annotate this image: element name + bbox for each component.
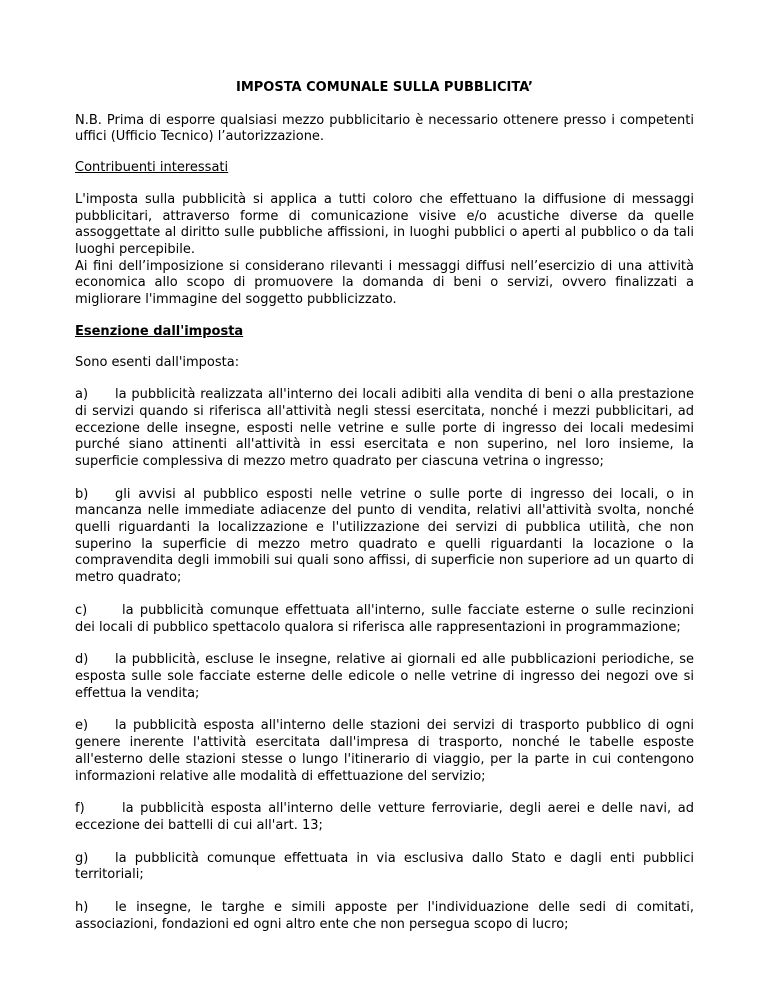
list-item-g [75, 851, 694, 884]
contribuenti-heading: Contribuenti interessati [75, 160, 229, 176]
list-item-h [75, 900, 694, 933]
list-item-text: la pubblicità, escluse le insegne, relative ai giornali ed alle pubblicazioni periodiche, se esposta sulle sole facciate esterne delle edicole o nelle vetrine di ingresso dei negozi ove si effettua la vendita; [75, 652, 694, 701]
document-page [75, 80, 694, 949]
document-title: IMPOSTA COMUNALE SULLA PUBBLICITA’ [235, 80, 533, 95]
list-item-label: c) [75, 602, 88, 618]
contribuenti-paragraph-1: L'imposta sulla pubblicità si applica a tutti coloro che effettuano la diffusione di messaggi pubblicitari, attraverso forme di comunicazione visive e/o acustiche diverse da quelle assoggettate al diritto sulle pubbliche affissioni, in luoghi pubblici o aperti al pubblico o da tali luoghi percepibile. [75, 191, 694, 257]
list-item-label: e) [75, 718, 89, 734]
nb-note: N.B. Prima di esporre qualsiasi mezzo pubblicitario è necessario ottenere presso i competenti uffici (Ufficio Tecnico) l’autorizzazione. [75, 112, 694, 145]
list-item-text: gli avvisi al pubblico esposti nelle vetrine o sulle porte di ingresso dei locali, o in mancanza nelle immediate adiacenze del punto di vendita, relativi all'attività svolta, nonché quelli riguardanti la localizzazione e l'utilizzazione dei servizi di pubblica utilità, che non superino la superficie di mezzo metro quadrato e quelli riguardanti la locazione o la compravendita degli immobili sui quali sono affissi, di superficie non superiore ad un quarto di metro quadrato; [75, 486, 694, 586]
list-item-text: la pubblicità comunque effettuata in via esclusiva dallo Stato e dagli enti pubblici territoriali; [75, 850, 694, 883]
list-item-text: la pubblicità esposta all'interno delle vetture ferroviarie, degli aerei e delle navi, ad eccezione dei battelli di cui all'art. 13; [75, 801, 694, 833]
esenzione-heading: Esenzione dall'imposta [75, 323, 244, 339]
list-item-e [75, 718, 694, 785]
list-item-c [75, 603, 694, 636]
list-item-label: h) [75, 900, 89, 916]
list-item-f [75, 801, 694, 834]
esenzione-intro: Sono esenti dall'imposta: [75, 355, 240, 371]
list-item-label: b) [75, 486, 89, 502]
list-item-d [75, 652, 694, 702]
list-item-a [75, 387, 694, 471]
list-item-text: la pubblicità esposta all'interno delle stazioni dei servizi di trasporto pubblico di ogni genere inerente l'attività esercitata dall'impresa di trasporto, nonché le tabelle esposte all'esterno delle stazioni stesse o lungo l'itinerario di viaggio, per la parte in cui contengono informazioni relative alle modalità di effettuazione del servizio; [75, 718, 694, 784]
list-item-text: le insegne, le targhe e simili apposte per l'individuazione delle sedi di comitati, associazioni, fondazioni ed ogni altro ente che non persegua scopo di lucro; [75, 900, 694, 932]
list-item-label: a) [75, 387, 89, 403]
list-item-text: la pubblicità comunque effettuata all'interno, sulle facciate esterne o sulle recinzioni dei locali di pubblico spettacolo qualora si riferisca alle rappresentazioni in programmazione; [75, 602, 694, 635]
contribuenti-paragraph-2: Ai fini dell’imposizione si considerano rilevanti i messaggi diffusi nell’esercizio di una attività economica allo scopo di promuovere la domanda di beni o servizi, ovvero finalizzati a migliorare l'immagine del soggetto pubblicizzato. [75, 258, 694, 308]
list-item-text: la pubblicità realizzata all'interno dei locali adibiti alla vendita di beni o alla prestazione di servizi quando si riferisca all'attività negli stessi esercitata, nonché i mezzi pubblicitari, ad eccezione delle insegne, esposti nelle vetrine e sulle porte di ingresso dei locali medesimi purché siano attinenti all'attività in essi esercitata e non superino, nel loro insieme, la superficie complessiva di mezzo metro quadrato per ciascuna vetrina o ingresso; [75, 387, 694, 469]
list-item-label: d) [75, 652, 89, 668]
list-item-label: g) [75, 850, 89, 866]
list-item-label: f) [75, 801, 85, 817]
list-item-b [75, 487, 694, 587]
